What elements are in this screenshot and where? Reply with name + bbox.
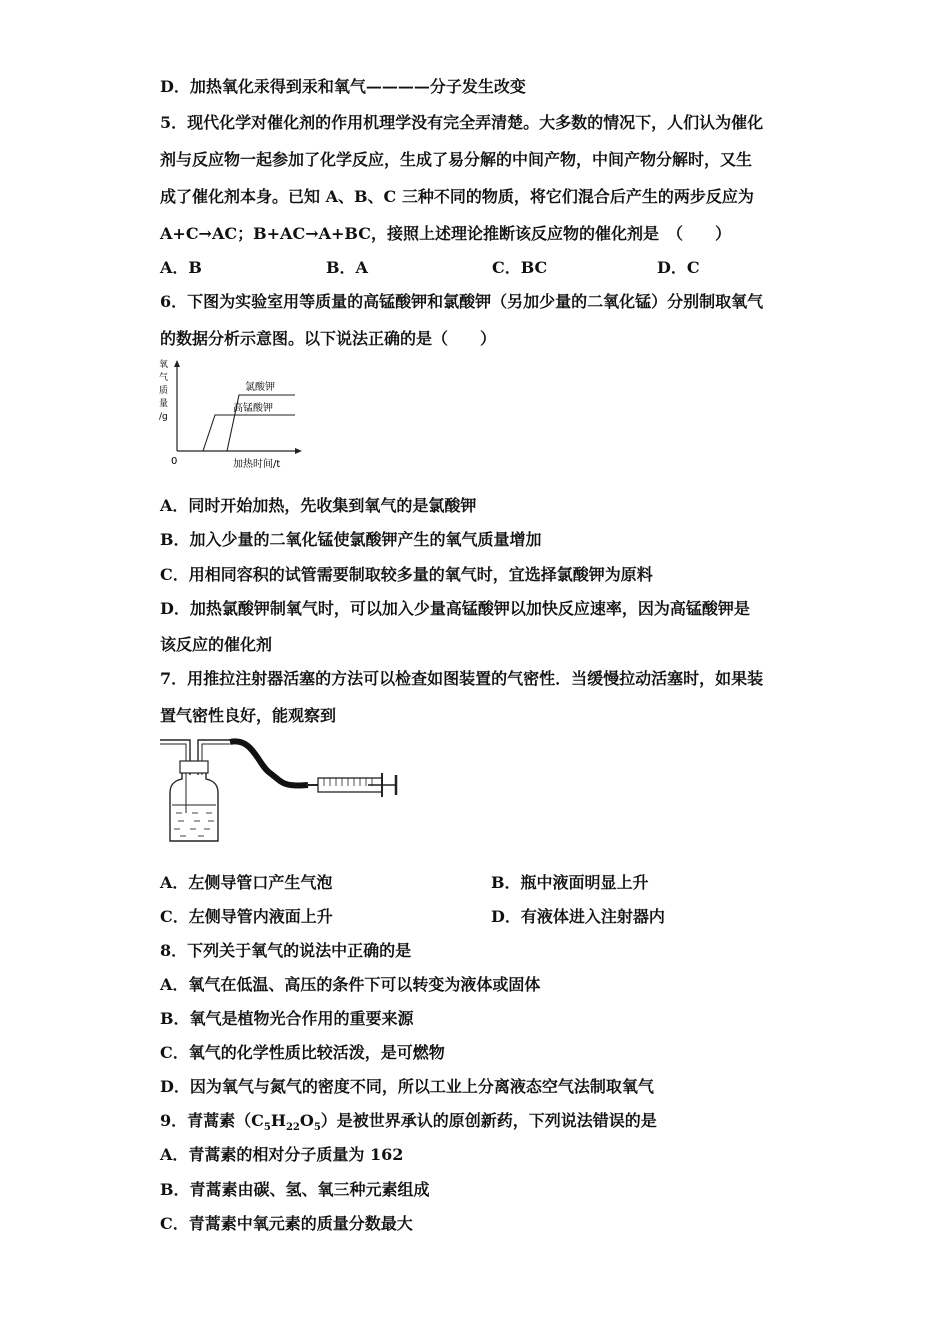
oxygen-mass-chart [155,355,305,475]
q8-stem: 8．下列关于氧气的说法中正确的是 [160,941,412,960]
q9-sub-h: 22 [285,1122,300,1134]
q8-option-c: C．氧气的化学性质比较活泼，是可燃物 [160,1043,445,1062]
q5-stem-line-3: 成了催化剂本身。已知 A、B、C 三种不同的物质，将它们混合后产生的两步反应为 [160,187,754,206]
q6-stem-line-1: 6．下图为实验室用等质量的高锰酸钾和氯酸钾（另加少量的二氧化锰）分别制取氧气 [160,292,764,311]
q8-option-d: D．因为氧气与氮气的密度不同，所以工业上分离液态空气法制取氧气 [160,1077,654,1096]
chart-ylabel-0: 氧 [159,360,169,370]
q6-stem-line-2: 的数据分析示意图。以下说法正确的是（ ） [160,329,497,348]
q6-option-b: B．加入少量的二氧化锰使氯酸钾产生的氧气质量增加 [160,530,542,549]
q5-option-a: A．B [160,258,202,277]
q5-stem-line-1: 5．现代化学对催化剂的作用机理学没有完全弄清楚。大多数的情况下，人们认为催化 [160,113,764,132]
chart-ylabel-1: 气 [159,373,169,383]
q9-sub-o: 5 [313,1122,321,1134]
q7-stem-line-2: 置气密性良好，能观察到 [160,706,337,725]
kmno4-label: 高锰酸钾 [233,403,273,414]
q7-stem-line-1: 7．用推拉注射器活塞的方法可以检查如图装置的气密性．当缓慢拉动活塞时，如果装 [160,669,764,688]
q7-option-a: A．左侧导管口产生气泡 [160,873,333,892]
q9-o: O [299,1111,314,1130]
q5-stem-line-2: 剂与反应物一起参加了化学反应，生成了易分解的中间产物，中间产物分解时，又生 [160,150,753,169]
chart-xlabel: 加热时间/t [233,459,281,470]
q9-stem [160,1111,657,1138]
q5-stem-line-4: A+C→AC；B+AC→A+BC，接照上述理论推断该反应物的催化剂是 （ ） [160,224,731,243]
q6-option-a: A．同时开始加热，先收集到氧气的是氯酸钾 [160,496,477,515]
q6-option-d-line-1: D．加热氯酸钾制氧气时，可以加入少量高锰酸钾以加快反应速率，因为高锰酸钾是 [160,599,750,618]
chart-ylabel-3: 量 [159,399,169,409]
q7-option-b: B．瓶中液面明显上升 [491,873,649,892]
q5-option-c: C．BC [492,258,548,277]
liquid-dashes [174,813,214,836]
chart-ylabel-4: /g [159,412,168,422]
q5-option-d: D．C [657,258,700,277]
q6-option-c: C．用相同容积的试管需要制取较多量的氧气时，宜选择氯酸钾为原料 [160,565,653,584]
q9-sub-c: 5 [263,1122,271,1134]
q6-option-d-line-2: 该反应的催化剂 [160,635,273,654]
chart-y-arrow [174,360,180,367]
q9-option-c: C．青蒿素中氧元素的质量分数最大 [160,1214,413,1233]
q8-option-b: B．氧气是植物光合作用的重要来源 [160,1009,414,1028]
q5-option-b: B．A [326,258,368,277]
chart-ylabel-2: 质 [159,386,169,396]
q4-option-d: D．加热氧化汞得到汞和氧气————分子发生改变 [160,77,526,96]
q9-h: H [270,1111,286,1130]
q9-stem-post: ）是被世界承认的原创新药，下列说法错误的是 [320,1111,657,1130]
bottle [170,773,218,841]
kmno4-curve [203,415,295,451]
q7-option-c: C．左侧导管内液面上升 [160,907,333,926]
chart-origin: 0 [171,456,178,467]
q8-option-a: A．氧气在低温、高压的条件下可以转变为液体或固体 [160,975,541,994]
rubber-hose [230,741,308,785]
stopper [180,761,208,773]
airtightness-apparatus [158,735,403,845]
q9-stem-pre: 9．青蒿素（C [160,1111,264,1130]
kclo3-label: 氯酸钾 [245,382,275,393]
q9-option-a: A．青蒿素的相对分子质量为 162 [160,1145,404,1164]
q9-option-b: B．青蒿素由碳、氢、氧三种元素组成 [160,1180,430,1199]
q7-option-d: D．有液体进入注射器内 [491,907,665,926]
chart-x-arrow [295,448,302,454]
